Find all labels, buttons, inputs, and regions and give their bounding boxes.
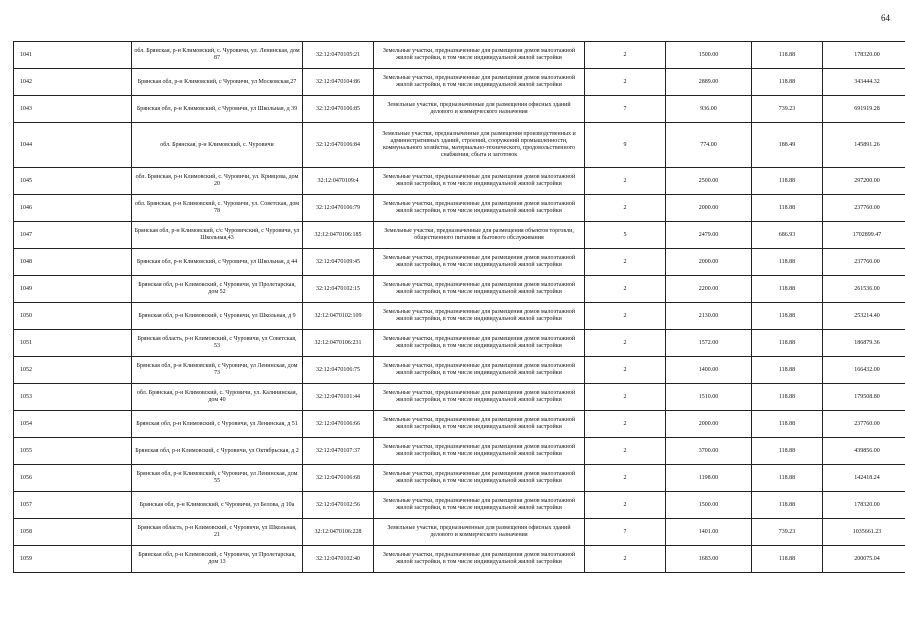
rate-cell: 118.88 (752, 69, 823, 96)
table-row (14, 195, 905, 222)
address-cell: обл. Брянская, р-н Климовский, с. Чуровичи, ул. Ленинская, дом 87 (132, 42, 303, 69)
cadastral-value-cell: 253214.40 (823, 303, 905, 330)
address-cell: Брянская обл, р-н Климовский, с Чуровичи, ул Школьная, д 44 (132, 249, 303, 276)
address-cell: Брянская обл, р-н Климовский, с Чуровичи, ул Пролетарская, дом 52 (132, 276, 303, 303)
cadastral-number-cell: 32:12:0470106:185 (303, 222, 374, 249)
cadastral-number-cell: 32:12:0470102:56 (303, 492, 374, 519)
group-cell: 9 (585, 123, 666, 168)
table-row (14, 276, 905, 303)
address-cell: Брянская обл, р-н Климовский, с Чуровичи, ул Ленинская, д 51 (132, 411, 303, 438)
row-number-cell: 1045 (14, 168, 132, 195)
table-row (14, 384, 905, 411)
row-number-cell: 1044 (14, 123, 132, 168)
table-row (14, 492, 905, 519)
table-row (14, 546, 905, 573)
row-number-cell: 1047 (14, 222, 132, 249)
address-cell: обл. Брянская, р-н Климовский, с. Чуровичи (132, 123, 303, 168)
rate-cell: 118.88 (752, 42, 823, 69)
group-cell: 5 (585, 222, 666, 249)
land-use-cell: Земельные участки, предназначенные для размещения домов малоэтажной жилой застройки, в том числе индивидуальной жилой застройки (374, 492, 585, 519)
group-cell: 7 (585, 519, 666, 546)
area-cell: 2479.00 (666, 222, 752, 249)
address-cell: Брянская обл, р-н Климовский, с Чуровичи, ул Пролетарская, дом 13 (132, 546, 303, 573)
cadastral-number-cell: 32:12:0470106:66 (303, 411, 374, 438)
cadastral-number-cell: 32:12:0470106:231 (303, 330, 374, 357)
land-use-cell: Земельные участки, предназначенные для размещения домов малоэтажной жилой застройки, в том числе индивидуальной жилой застройки (374, 465, 585, 492)
land-use-cell: Земельные участки, предназначенные для размещения объектов торговли, общественного питания и бытового обслуживания (374, 222, 585, 249)
cadastral-number-cell: 32:12:0470109:45 (303, 249, 374, 276)
rate-cell: 739.23 (752, 519, 823, 546)
group-cell: 2 (585, 438, 666, 465)
row-number-cell: 1056 (14, 465, 132, 492)
table-row (14, 438, 905, 465)
row-number-cell: 1041 (14, 42, 132, 69)
table-row (14, 123, 905, 168)
cadastral-value-cell: 237760.00 (823, 249, 905, 276)
cadastral-value-cell: 142418.24 (823, 465, 905, 492)
row-number-cell: 1050 (14, 303, 132, 330)
area-cell: 1500.00 (666, 492, 752, 519)
table-row (14, 249, 905, 276)
cadastral-number-cell: 32:12:0470105:21 (303, 42, 374, 69)
table-row (14, 465, 905, 492)
area-cell: 2130.00 (666, 303, 752, 330)
rate-cell: 118.88 (752, 465, 823, 492)
rate-cell: 118.88 (752, 276, 823, 303)
address-cell: обл. Брянская, р-н Климовский, с. Чуровичи, ул. Калининская, дом 40 (132, 384, 303, 411)
land-use-cell: Земельные участки, предназначенные для размещения домов малоэтажной жилой застройки, в том числе индивидуальной жилой застройки (374, 438, 585, 465)
area-cell: 774.00 (666, 123, 752, 168)
area-cell: 2000.00 (666, 195, 752, 222)
group-cell: 7 (585, 96, 666, 123)
cadastral-value-cell: 237760.00 (823, 411, 905, 438)
cadastral-value-cell: 1702899.47 (823, 222, 905, 249)
land-use-cell: Земельные участки, предназначенные для размещения домов малоэтажной жилой застройки, в том числе индивидуальной жилой застройки (374, 276, 585, 303)
address-cell: Брянская область, р-н Климовский, с Чуровичи, ул Школьная, 21 (132, 519, 303, 546)
land-use-cell: Земельные участки, предназначенные для размещения домов малоэтажной жилой застройки, в том числе индивидуальной жилой застройки (374, 69, 585, 96)
row-number-cell: 1049 (14, 276, 132, 303)
land-use-cell: Земельные участки, предназначенные для размещения домов малоэтажной жилой застройки, в том числе индивидуальной жилой застройки (374, 411, 585, 438)
row-number-cell: 1059 (14, 546, 132, 573)
cadastral-value-cell: 166432.00 (823, 357, 905, 384)
rate-cell: 118.88 (752, 168, 823, 195)
cadastral-value-cell: 261536.00 (823, 276, 905, 303)
cadastral-number-cell: 32:12:0470106:79 (303, 195, 374, 222)
table-row (14, 411, 905, 438)
land-use-cell: Земельные участки, предназначенные для размещения домов малоэтажной жилой застройки, в том числе индивидуальной жилой застройки (374, 357, 585, 384)
area-cell: 1683.00 (666, 546, 752, 573)
table-row (14, 96, 905, 123)
rate-cell: 118.88 (752, 357, 823, 384)
land-use-cell: Земельные участки, предназначенные для размещения производственных и административных зданий, строений, сооружений промышленности, коммунального хозяйства, материально-технического, продовольственного снабжения, сбыта и заготовок (374, 123, 585, 168)
cadastral-number-cell: 32:12:0470102:109 (303, 303, 374, 330)
row-number-cell: 1051 (14, 330, 132, 357)
rate-cell: 118.88 (752, 384, 823, 411)
address-cell: Брянская обл, р-н Климовский, с Чуровичи, ул Московская,27 (132, 69, 303, 96)
row-number-cell: 1054 (14, 411, 132, 438)
cadastral-value-cell: 297200.00 (823, 168, 905, 195)
cadastral-value-cell: 1035661.23 (823, 519, 905, 546)
group-cell: 2 (585, 69, 666, 96)
row-number-cell: 1046 (14, 195, 132, 222)
land-use-cell: Земельные участки, предназначенные для размещения домов малоэтажной жилой застройки, в том числе индивидуальной жилой застройки (374, 249, 585, 276)
address-cell: обл. Брянская, р-н Климовский, с. Чуровичи, ул. Советская, дом 78 (132, 195, 303, 222)
table-row (14, 303, 905, 330)
rate-cell: 188.49 (752, 123, 823, 168)
page-number: 64 (881, 13, 890, 23)
area-cell: 2889.00 (666, 69, 752, 96)
cadastral-value-cell: 178320.00 (823, 492, 905, 519)
land-register-table (13, 41, 905, 573)
area-cell: 1572.00 (666, 330, 752, 357)
group-cell: 2 (585, 276, 666, 303)
area-cell: 1400.00 (666, 357, 752, 384)
row-number-cell: 1058 (14, 519, 132, 546)
cadastral-number-cell: 32:12:0470106:75 (303, 357, 374, 384)
group-cell: 2 (585, 357, 666, 384)
group-cell: 2 (585, 42, 666, 69)
cadastral-value-cell: 343444.32 (823, 69, 905, 96)
cadastral-number-cell: 32:12:0470106:85 (303, 96, 374, 123)
area-cell: 1500.00 (666, 42, 752, 69)
area-cell: 2200.00 (666, 276, 752, 303)
row-number-cell: 1043 (14, 96, 132, 123)
group-cell: 2 (585, 195, 666, 222)
cadastral-number-cell: 32:12:0470101:44 (303, 384, 374, 411)
rate-cell: 118.88 (752, 303, 823, 330)
cadastral-number-cell: 32:12:0470102:40 (303, 546, 374, 573)
row-number-cell: 1055 (14, 438, 132, 465)
group-cell: 2 (585, 249, 666, 276)
land-use-cell: Земельные участки, предназначенные для размещения домов малоэтажной жилой застройки, в том числе индивидуальной жилой застройки (374, 384, 585, 411)
land-use-cell: Земельные участки, предназначенные для размещения офисных зданий делового и коммерческого назначения (374, 96, 585, 123)
cadastral-number-cell: 32:12:0470106:84 (303, 123, 374, 168)
address-cell: Брянская обл, р-н Климовский, с Чуровичи, ул Школьная, д 9 (132, 303, 303, 330)
address-cell: Брянская обл, р-н Климовский, с Чуровичи, ул Школьная, д 39 (132, 96, 303, 123)
row-number-cell: 1057 (14, 492, 132, 519)
rate-cell: 118.88 (752, 546, 823, 573)
table-row (14, 330, 905, 357)
land-use-cell: Земельные участки, предназначенные для размещения домов малоэтажной жилой застройки, в том числе индивидуальной жилой застройки (374, 195, 585, 222)
cadastral-value-cell: 691919.28 (823, 96, 905, 123)
rate-cell: 118.88 (752, 330, 823, 357)
rate-cell: 118.88 (752, 195, 823, 222)
area-cell: 936.00 (666, 96, 752, 123)
address-cell: обл. Брянская, р-н Климовский, с. Чуровичи, ул. Кривцова, дом 20 (132, 168, 303, 195)
area-cell: 1510.00 (666, 384, 752, 411)
cadastral-number-cell: 32:12:0470104:86 (303, 69, 374, 96)
rate-cell: 118.88 (752, 411, 823, 438)
group-cell: 2 (585, 330, 666, 357)
land-use-cell: Земельные участки, предназначенные для размещения домов малоэтажной жилой застройки, в том числе индивидуальной жилой застройки (374, 546, 585, 573)
cadastral-value-cell: 145891.26 (823, 123, 905, 168)
address-cell: Брянская обл, р-н Климовский, с Чуровичи, ул Белова, д 10а (132, 492, 303, 519)
group-cell: 2 (585, 492, 666, 519)
cadastral-number-cell: 32:12:0470106:68 (303, 465, 374, 492)
land-use-cell: Земельные участки, предназначенные для размещения домов малоэтажной жилой застройки, в том числе индивидуальной жилой застройки (374, 330, 585, 357)
table-row (14, 168, 905, 195)
cadastral-number-cell: 32:12:0470109:4 (303, 168, 374, 195)
cadastral-value-cell: 178320.00 (823, 42, 905, 69)
address-cell: Брянская обл, р-н Климовский, с/с Чуровичский, с Чуровичи, ул Школьная,43 (132, 222, 303, 249)
cadastral-value-cell: 237760.00 (823, 195, 905, 222)
rate-cell: 686.93 (752, 222, 823, 249)
land-use-cell: Земельные участки, предназначенные для размещения домов малоэтажной жилой застройки, в том числе индивидуальной жилой застройки (374, 303, 585, 330)
table-row (14, 42, 905, 69)
table-body (14, 42, 905, 573)
address-cell: Брянская область, р-н Климовский, с Чуровичи, ул Советская, 53 (132, 330, 303, 357)
table-row (14, 357, 905, 384)
cadastral-value-cell: 200075.04 (823, 546, 905, 573)
group-cell: 2 (585, 546, 666, 573)
row-number-cell: 1053 (14, 384, 132, 411)
land-use-cell: Земельные участки, предназначенные для размещения офисных зданий делового и коммерческого назначения (374, 519, 585, 546)
cadastral-value-cell: 186879.36 (823, 330, 905, 357)
cadastral-number-cell: 32:12:0470107:37 (303, 438, 374, 465)
cadastral-number-cell: 32:12:0470106:228 (303, 519, 374, 546)
table-row (14, 69, 905, 96)
rate-cell: 118.88 (752, 492, 823, 519)
rate-cell: 118.88 (752, 438, 823, 465)
area-cell: 2500.00 (666, 168, 752, 195)
rate-cell: 739.23 (752, 96, 823, 123)
cadastral-number-cell: 32:12:0470102:15 (303, 276, 374, 303)
group-cell: 2 (585, 465, 666, 492)
address-cell: Брянская обл, р-н Климовский, с Чуровичи, ул Ленинская, дом 55 (132, 465, 303, 492)
group-cell: 2 (585, 411, 666, 438)
row-number-cell: 1042 (14, 69, 132, 96)
area-cell: 1198.00 (666, 465, 752, 492)
row-number-cell: 1048 (14, 249, 132, 276)
land-use-cell: Земельные участки, предназначенные для размещения домов малоэтажной жилой застройки, в том числе индивидуальной жилой застройки (374, 168, 585, 195)
cadastral-value-cell: 179508.80 (823, 384, 905, 411)
area-cell: 2000.00 (666, 249, 752, 276)
group-cell: 2 (585, 303, 666, 330)
row-number-cell: 1052 (14, 357, 132, 384)
address-cell: Брянская обл, р-н Климовский, с Чуровичи, ул Ленинская, дом 73 (132, 357, 303, 384)
area-cell: 3700.00 (666, 438, 752, 465)
area-cell: 2000.00 (666, 411, 752, 438)
cadastral-value-cell: 439856.00 (823, 438, 905, 465)
group-cell: 2 (585, 168, 666, 195)
table-row (14, 222, 905, 249)
group-cell: 2 (585, 384, 666, 411)
table-row (14, 519, 905, 546)
land-use-cell: Земельные участки, предназначенные для размещения домов малоэтажной жилой застройки, в том числе индивидуальной жилой застройки (374, 42, 585, 69)
rate-cell: 118.88 (752, 249, 823, 276)
area-cell: 1401.00 (666, 519, 752, 546)
address-cell: Брянская обл, р-н Климовский, с Чуровичи, ул Октябрьская, д 2 (132, 438, 303, 465)
